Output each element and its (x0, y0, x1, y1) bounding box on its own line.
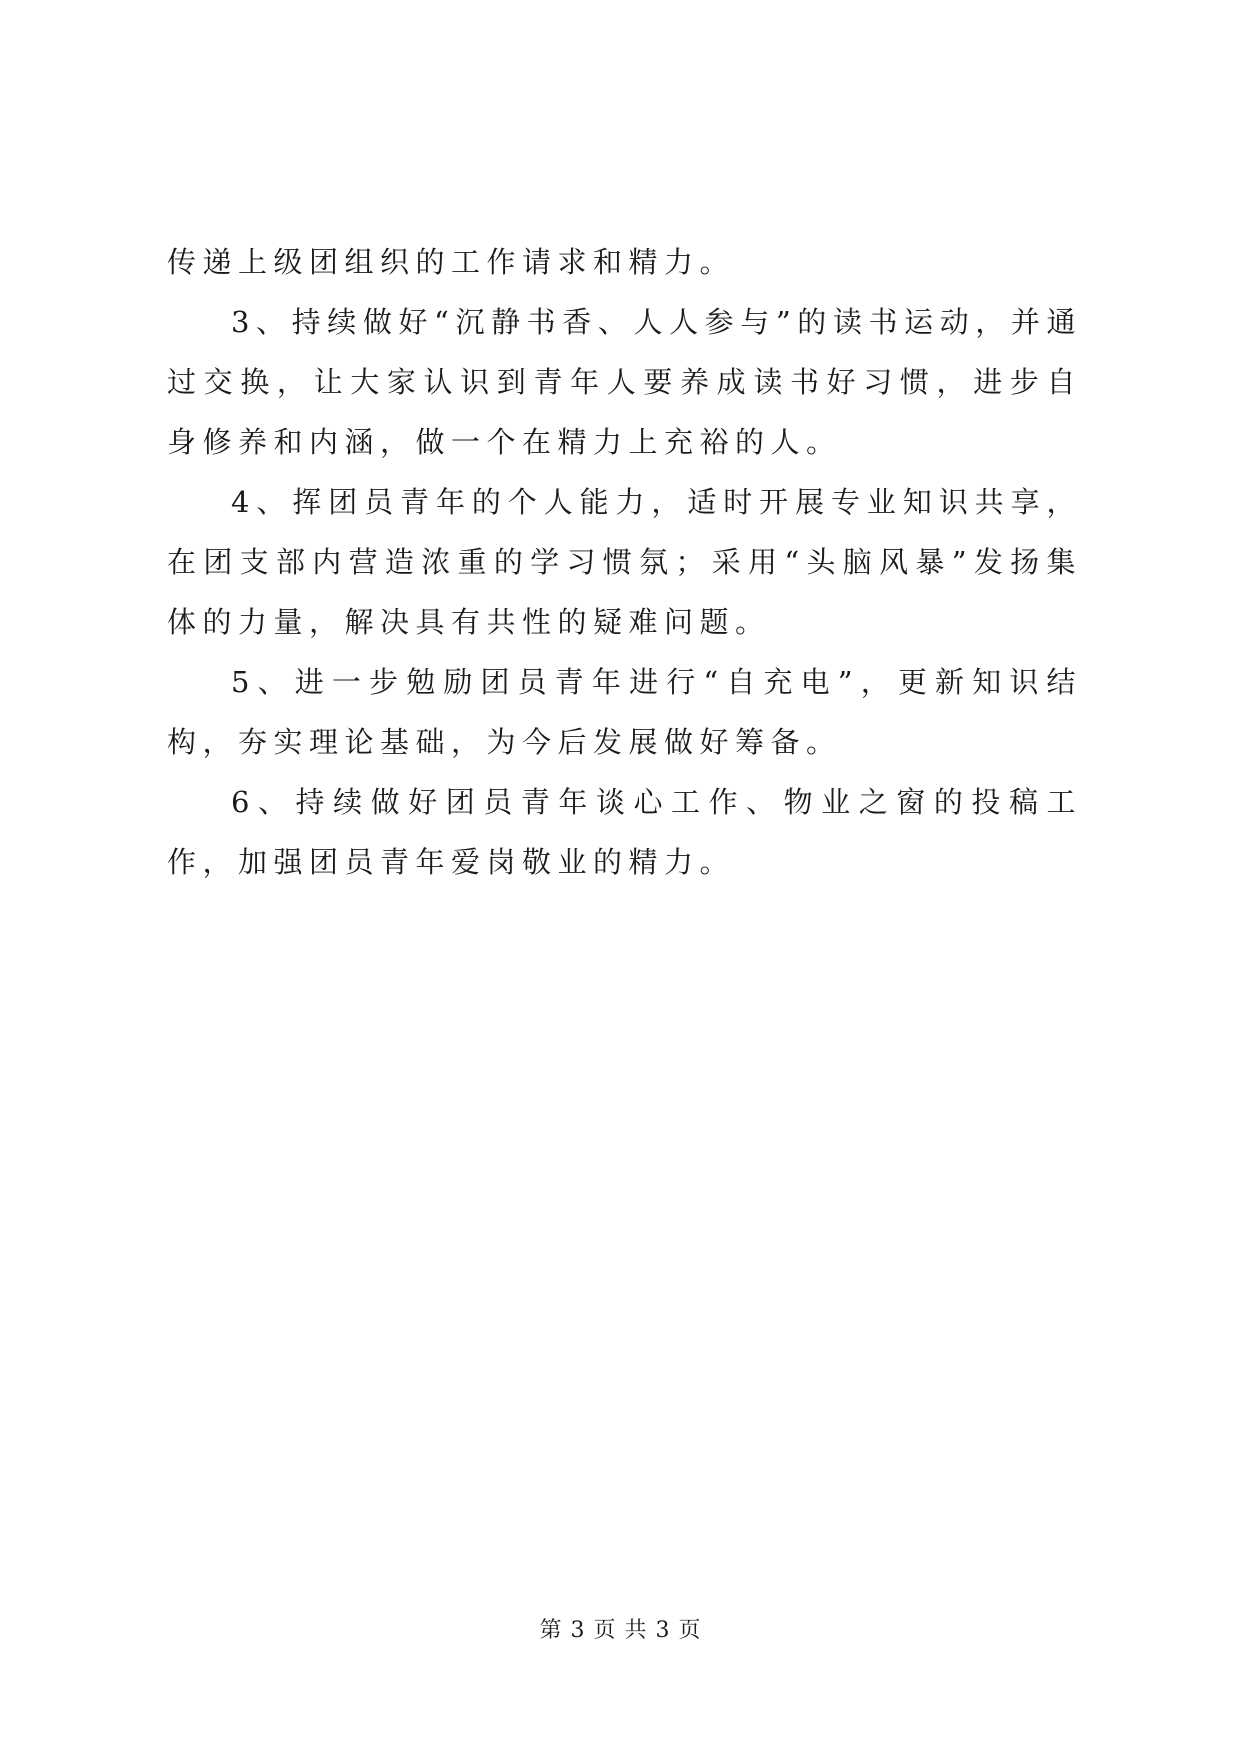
paragraph-item-6: 6、持续做好团员青年谈心工作、物业之窗的投稿工作，加强团员青年爱岗敬业的精力。 (167, 785, 1082, 879)
paragraph-item-3: 3、持续做好“沉静书香、人人参与”的读书运动，并通过交换，让大家认识到青年人要养成读书好习惯，进步自身修养和内涵，做一个在精力上充裕的人。 (167, 305, 1082, 459)
paragraph-item-5: 5、进一步勉励团员青年进行“自充电”，更新知识结构，夯实理论基础，为今后发展做好筹备。 (167, 665, 1082, 759)
paragraph-item-4: 4、挥团员青年的个人能力，适时开展专业知识共享，在团支部内营造浓重的学习惯氛；采用“头脑风暴”发扬集体的力量，解决具有共性的疑难问题。 (167, 485, 1082, 639)
paragraph-continuation: 传递上级团组织的工作请求和精力。 (167, 245, 736, 279)
document-body (167, 232, 1082, 892)
page-footer: 第 3 页 共 3 页 (539, 1618, 702, 1643)
